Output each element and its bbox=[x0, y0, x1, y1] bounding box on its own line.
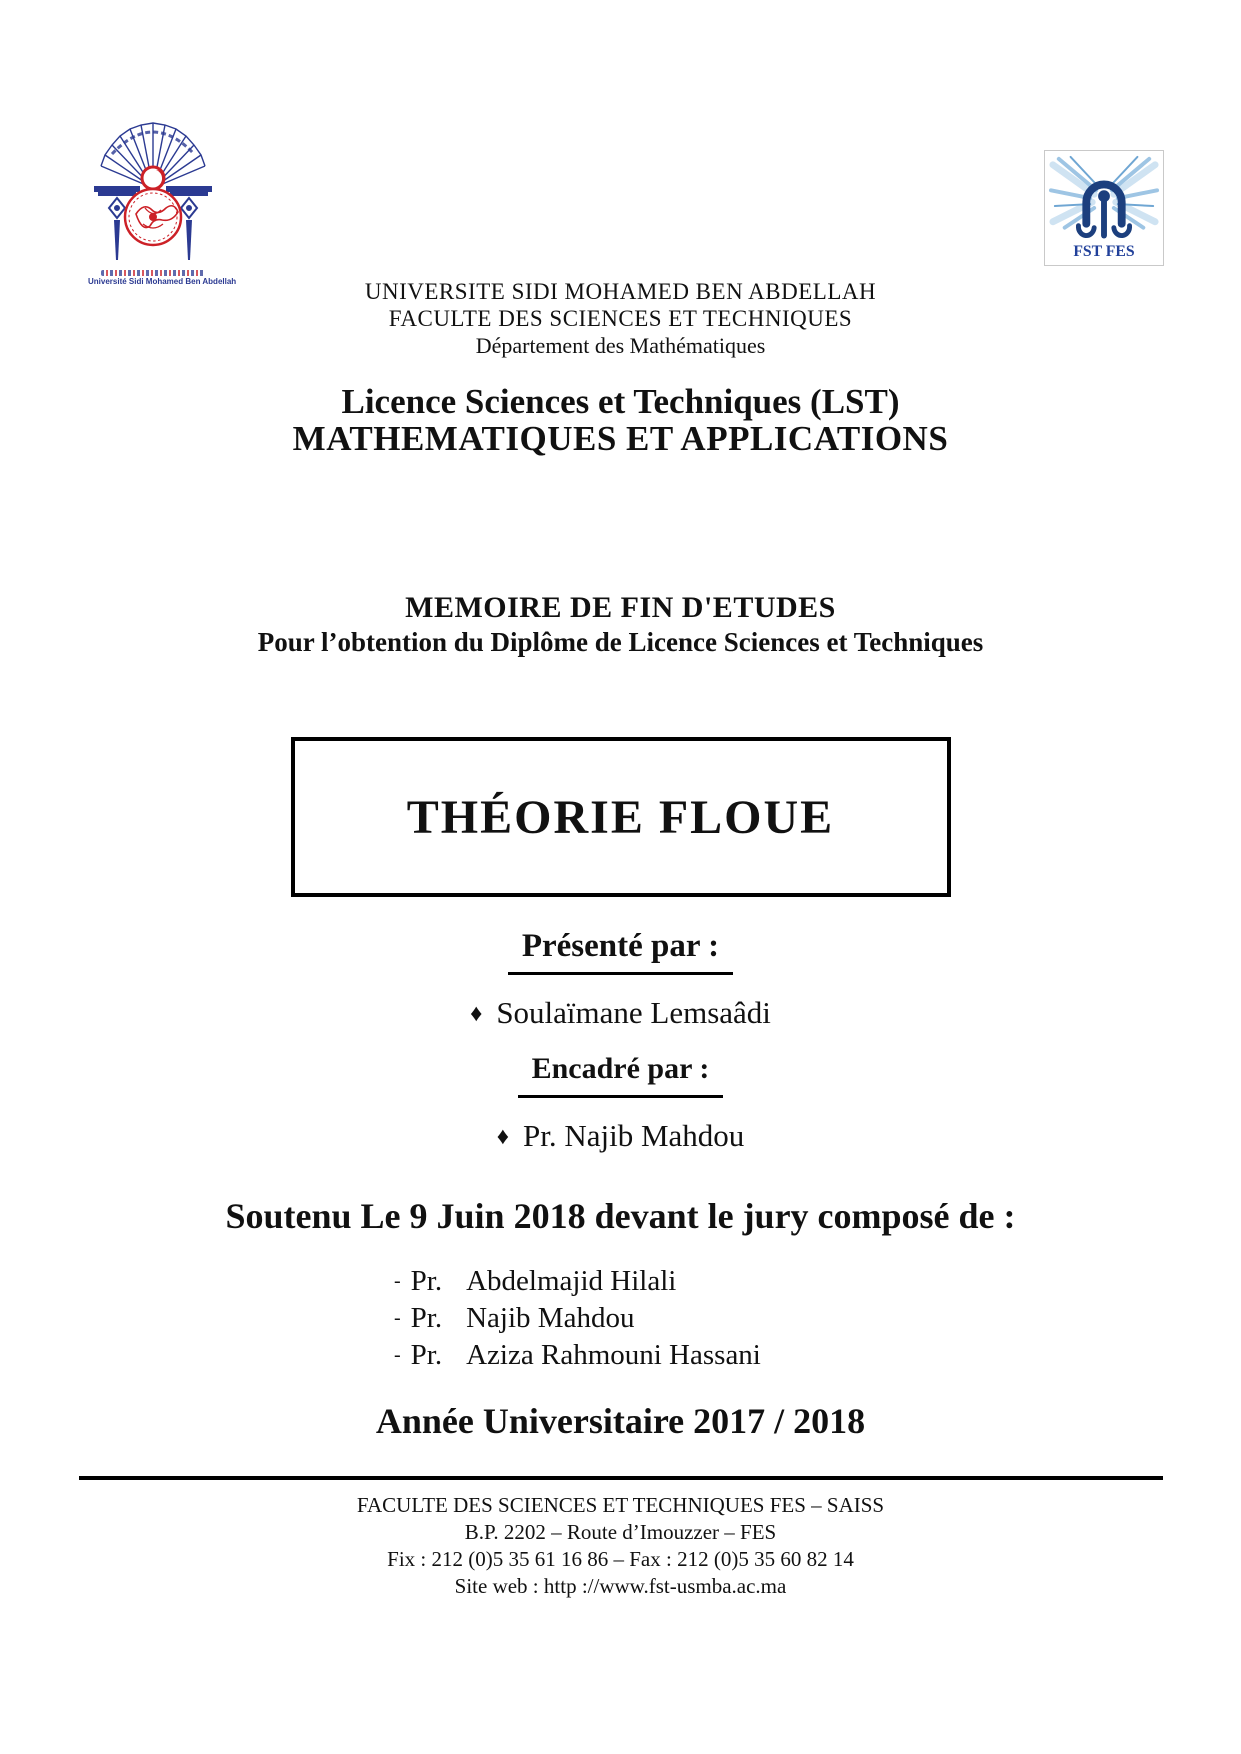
memoir-subtitle: Pour l’obtention du Diplôme de Licence Sciences et Techniques bbox=[257, 627, 984, 657]
diamond-bullet-icon: ♦ bbox=[470, 1001, 483, 1027]
jury-member bbox=[394, 1337, 761, 1374]
presented-by-heading bbox=[0, 927, 1241, 975]
faculty-name: FACULTE DES SCIENCES ET TECHNIQUES bbox=[388, 306, 853, 331]
author-name: Soulaïmane Lemsaâdi bbox=[496, 995, 771, 1030]
footer-website-line: Site web : http ://www.fst-usmba.ac.ma bbox=[454, 1574, 787, 1598]
jury-member-title: Pr. bbox=[410, 1302, 443, 1334]
dash-bullet: - bbox=[394, 1344, 401, 1366]
supervisor-line bbox=[0, 1118, 1241, 1155]
memoir-heading bbox=[0, 591, 1241, 659]
jury-member-title: Pr. bbox=[410, 1265, 443, 1297]
department-name: Département des Mathématiques bbox=[475, 333, 766, 358]
program-line1: Licence Sciences et Techniques (LST) bbox=[341, 382, 900, 421]
program-line2: MATHEMATIQUES ET APPLICATIONS bbox=[292, 419, 949, 458]
supervised-by-label: Encadré par : bbox=[518, 1050, 724, 1098]
jury-member-name: Aziza Rahmouni Hassani bbox=[466, 1339, 761, 1371]
jury-member bbox=[394, 1263, 761, 1300]
usmba-logo-arabic-caption bbox=[101, 270, 205, 276]
footer-phone-line: Fix : 212 (0)5 35 61 16 86 – Fax : 212 (0)5 35 60 82 14 bbox=[387, 1547, 854, 1571]
usmba-logo-graphic bbox=[88, 104, 218, 264]
diamond-bullet-icon: ♦ bbox=[496, 1124, 509, 1150]
red-medallion bbox=[125, 189, 181, 245]
usmba-logo bbox=[88, 104, 237, 286]
dash-bullet: - bbox=[394, 1307, 401, 1329]
university-name: UNIVERSITE SIDI MOHAMED BEN ABDELLAH bbox=[364, 279, 877, 304]
thesis-title-box bbox=[291, 737, 951, 897]
program-title bbox=[0, 383, 1241, 457]
thesis-title: THÉORIE FLOUE bbox=[406, 790, 835, 844]
memoir-title: MEMOIRE DE FIN D'ETUDES bbox=[405, 591, 836, 624]
jury-member-name: Najib Mahdou bbox=[466, 1302, 635, 1334]
red-ring bbox=[142, 167, 164, 189]
dash-bullet: - bbox=[394, 1270, 401, 1292]
fst-fes-logo bbox=[1044, 150, 1164, 271]
jury-member-name: Abdelmajid Hilali bbox=[466, 1265, 677, 1297]
presented-by-label: Présenté par : bbox=[508, 927, 733, 975]
supervisor-name: Pr. Najib Mahdou bbox=[522, 1118, 745, 1153]
defense-heading: Soutenu Le 9 Juin 2018 devant le jury composé de : bbox=[225, 1196, 1016, 1236]
usmba-logo-caption: Université Sidi Mohamed Ben Abdellah bbox=[88, 277, 237, 286]
jury-list bbox=[394, 1263, 761, 1374]
footer-faculty-line: FACULTE DES SCIENCES ET TECHNIQUES FES – SAISS bbox=[356, 1493, 885, 1517]
footer-divider bbox=[79, 1476, 1163, 1480]
academic-year: Année Universitaire 2017 / 2018 bbox=[375, 1401, 866, 1441]
jury-member-title: Pr. bbox=[410, 1339, 443, 1371]
footer-contact-block bbox=[0, 1492, 1241, 1600]
fst-fes-label: FST FES bbox=[1073, 243, 1135, 261]
supervised-by-heading bbox=[0, 1050, 1241, 1098]
fst-fes-logo-graphic bbox=[1044, 150, 1164, 266]
author-line bbox=[0, 995, 1241, 1032]
jury-member bbox=[394, 1300, 761, 1337]
footer-address-line: B.P. 2202 – Route d’Imouzzer – FES bbox=[464, 1520, 777, 1544]
